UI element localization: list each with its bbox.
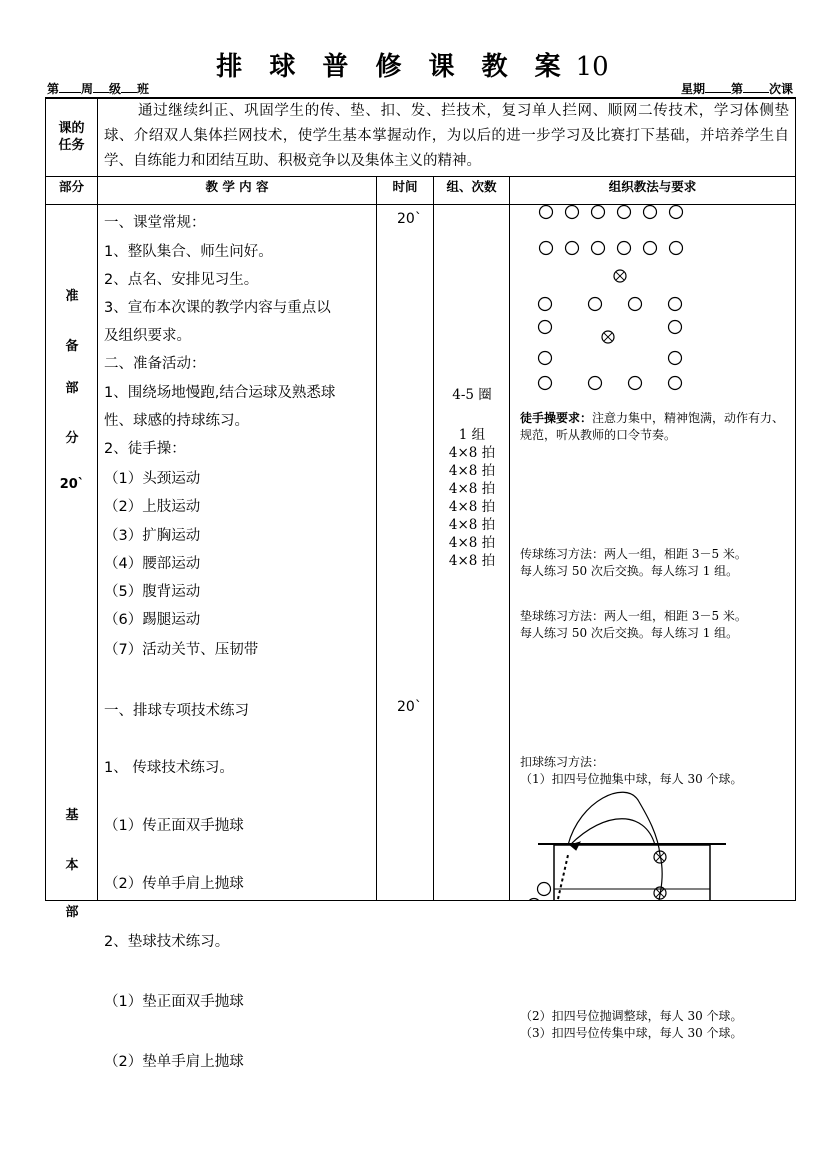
content-line: （7）活动关节、压韧带 <box>104 642 259 658</box>
content-line: （5）腹背运动 <box>104 584 201 600</box>
spike-method-title: 扣球练习方法： <box>520 755 605 769</box>
student-marker <box>538 883 551 896</box>
reps-value: 4×8 拍 <box>448 535 496 551</box>
title-text: 排 球 普 修 课 教 案 <box>216 52 570 82</box>
lesson-plan-table <box>45 97 796 1070</box>
week-grade-class <box>47 80 149 97</box>
reps-value: 4×8 拍 <box>448 445 496 461</box>
reps-value: 4-5 圈 <box>452 387 492 403</box>
section-label-prep: 部 <box>65 381 79 396</box>
body-row <box>46 205 796 901</box>
content-line: 2、徒手操： <box>104 441 186 457</box>
student-marker <box>629 298 642 311</box>
student-marker <box>669 321 682 334</box>
task-text: 通过继续纠正、巩固学生的传、垫、扣、发、拦技术，复习单人拦网、顺网二传技术，学习体侧垫球、介绍双人集体拦网技术，使学生基本掌握动作，为以后的进一步学习及比赛打下基础，并培养学生自学、自练能力和团结互助、积极竞争以及集体主义的精神。 <box>98 98 796 177</box>
lesson-prefix: 第 <box>730 82 743 96</box>
class-label: 班 <box>137 82 150 96</box>
student-marker <box>618 206 631 219</box>
student-marker <box>629 377 642 390</box>
spike-method-note-2 <box>520 1008 790 1042</box>
section-label-basic: 部 <box>65 905 79 920</box>
week-label: 周 <box>81 82 94 96</box>
weekday-label: 星期 <box>680 82 705 96</box>
content-line: 1、 传球技术练习。 <box>104 760 234 776</box>
content-line: （2）上肢运动 <box>104 499 201 515</box>
student-marker <box>669 377 682 390</box>
content-line: 性、球感的持球练习。 <box>104 413 249 429</box>
section-label-prep: 备 <box>65 339 79 354</box>
student-marker <box>566 242 579 255</box>
set-trajectory <box>570 819 655 845</box>
content-line: （3）扩胸运动 <box>104 528 201 544</box>
student-marker <box>539 298 552 311</box>
ball-trajectory <box>568 792 662 900</box>
grade-label: 级 <box>109 82 122 96</box>
content-line: （2）传单手肩上抛球 <box>104 876 244 892</box>
col-content: 教 学 内 容 <box>98 177 377 205</box>
reps-value: 1 组 <box>458 427 486 443</box>
student-marker <box>670 242 683 255</box>
reps-value: 4×8 拍 <box>448 499 496 515</box>
time-value: 20` <box>397 699 422 715</box>
content-line: （1）垫正面双手抛球 <box>104 994 244 1010</box>
content-line: 3、宣布本次课的教学内容与重点以 <box>104 300 331 316</box>
method-cell <box>510 205 796 1040</box>
content-line: （2）垫单手肩上抛球 <box>104 1054 244 1070</box>
col-groups: 组、次数 <box>434 177 510 205</box>
student-marker <box>540 242 553 255</box>
pass-method-line: 每人练习 50 次后交换。每人练习 1 组。 <box>520 564 739 578</box>
court-outline <box>554 845 710 900</box>
spike-method-line: （2）扣四号位抛调整球，每人 30 个球。 <box>520 1009 743 1023</box>
student-marker <box>592 242 605 255</box>
task-label-line: 任务 <box>58 138 85 153</box>
section-label-basic: 本 <box>65 858 79 873</box>
section-label-prep: 准 <box>65 289 79 304</box>
grade-blank <box>93 81 109 93</box>
section-label-prep: 分 <box>65 431 79 446</box>
lesson-suffix: 次课 <box>768 82 793 96</box>
col-method: 组织教法与要求 <box>510 177 796 205</box>
spike-method-line: （1）扣四号位抛集中球，每人 30 个球。 <box>520 772 743 786</box>
section-label-prep: 20` <box>59 477 85 492</box>
student-marker <box>540 206 553 219</box>
section-cell <box>46 205 98 920</box>
week-prefix: 第 <box>47 82 60 96</box>
student-marker <box>528 899 541 901</box>
lesson-blank <box>743 81 769 93</box>
page-title <box>0 46 825 83</box>
content-line: 及组织要求。 <box>104 328 191 344</box>
student-marker <box>589 298 602 311</box>
task-label <box>46 98 98 177</box>
dig-method-line: 垫球练习方法：两人一组，相距 3－5 米。 <box>520 609 747 623</box>
content-line: 1、整队集合、师生问好。 <box>104 244 273 260</box>
student-marker <box>669 298 682 311</box>
student-marker <box>539 377 552 390</box>
time-cell <box>377 205 434 901</box>
drill-requirement-label: 徒手操要求： <box>520 411 593 425</box>
student-marker <box>618 242 631 255</box>
student-marker <box>539 321 552 334</box>
content-line: 2、点名、安排见习生。 <box>104 272 259 288</box>
student-marker <box>644 242 657 255</box>
col-time: 时间 <box>377 177 434 205</box>
weekday-lesson <box>681 80 793 97</box>
student-marker <box>592 206 605 219</box>
content-line: （6）踢腿运动 <box>104 612 201 628</box>
col-section: 部分 <box>46 177 98 205</box>
student-marker <box>669 352 682 365</box>
dig-method-line: 每人练习 50 次后交换。每人练习 1 组。 <box>520 626 739 640</box>
content-line: 1、围绕场地慢跑,结合运球及熟悉球 <box>104 385 336 401</box>
spike-method-note <box>520 754 790 788</box>
student-marker <box>539 352 552 365</box>
pass-method-note <box>520 546 790 580</box>
student-marker <box>644 206 657 219</box>
task-row <box>46 98 796 177</box>
content-line: 一、课堂常规： <box>104 215 206 231</box>
weekday-blank <box>705 81 731 93</box>
content-line: 二、准备活动： <box>104 356 206 372</box>
class-blank <box>121 81 137 93</box>
content-line: （4）腰部运动 <box>104 556 201 572</box>
spike-method-line: （3）扣四号位传集中球，每人 30 个球。 <box>520 1026 743 1040</box>
content-line: 2、垫球技术练习。 <box>104 934 230 950</box>
drill-requirement-note <box>520 410 790 444</box>
title-number: 10 <box>575 52 609 82</box>
student-marker <box>566 206 579 219</box>
content-line: 一、排球专项技术练习 <box>104 703 249 719</box>
reps-value: 4×8 拍 <box>448 517 496 533</box>
content-line: （1）传正面双手抛球 <box>104 818 244 834</box>
student-marker <box>670 206 683 219</box>
reps-value: 4×8 拍 <box>448 553 496 569</box>
dig-method-note <box>520 608 790 642</box>
reps-value: 4×8 拍 <box>448 463 496 479</box>
reps-value: 4×8 拍 <box>448 481 496 497</box>
column-header-row <box>46 177 796 205</box>
content-cell <box>98 205 377 1070</box>
section-label-basic: 基 <box>65 808 79 823</box>
content-line: （1）头颈运动 <box>104 471 201 487</box>
time-value: 20` <box>397 211 422 227</box>
week-blank <box>59 81 81 93</box>
approach-path <box>558 855 568 899</box>
student-marker <box>589 377 602 390</box>
task-label-line: 课的 <box>58 121 85 136</box>
reps-cell <box>434 205 510 901</box>
pass-method-line: 传球练习方法：两人一组，相距 3－5 米。 <box>520 547 747 561</box>
drill-requirement-text: 注意力集中，精神饱满，动作有力、规范，听从教师的口令节奏。 <box>520 411 785 442</box>
